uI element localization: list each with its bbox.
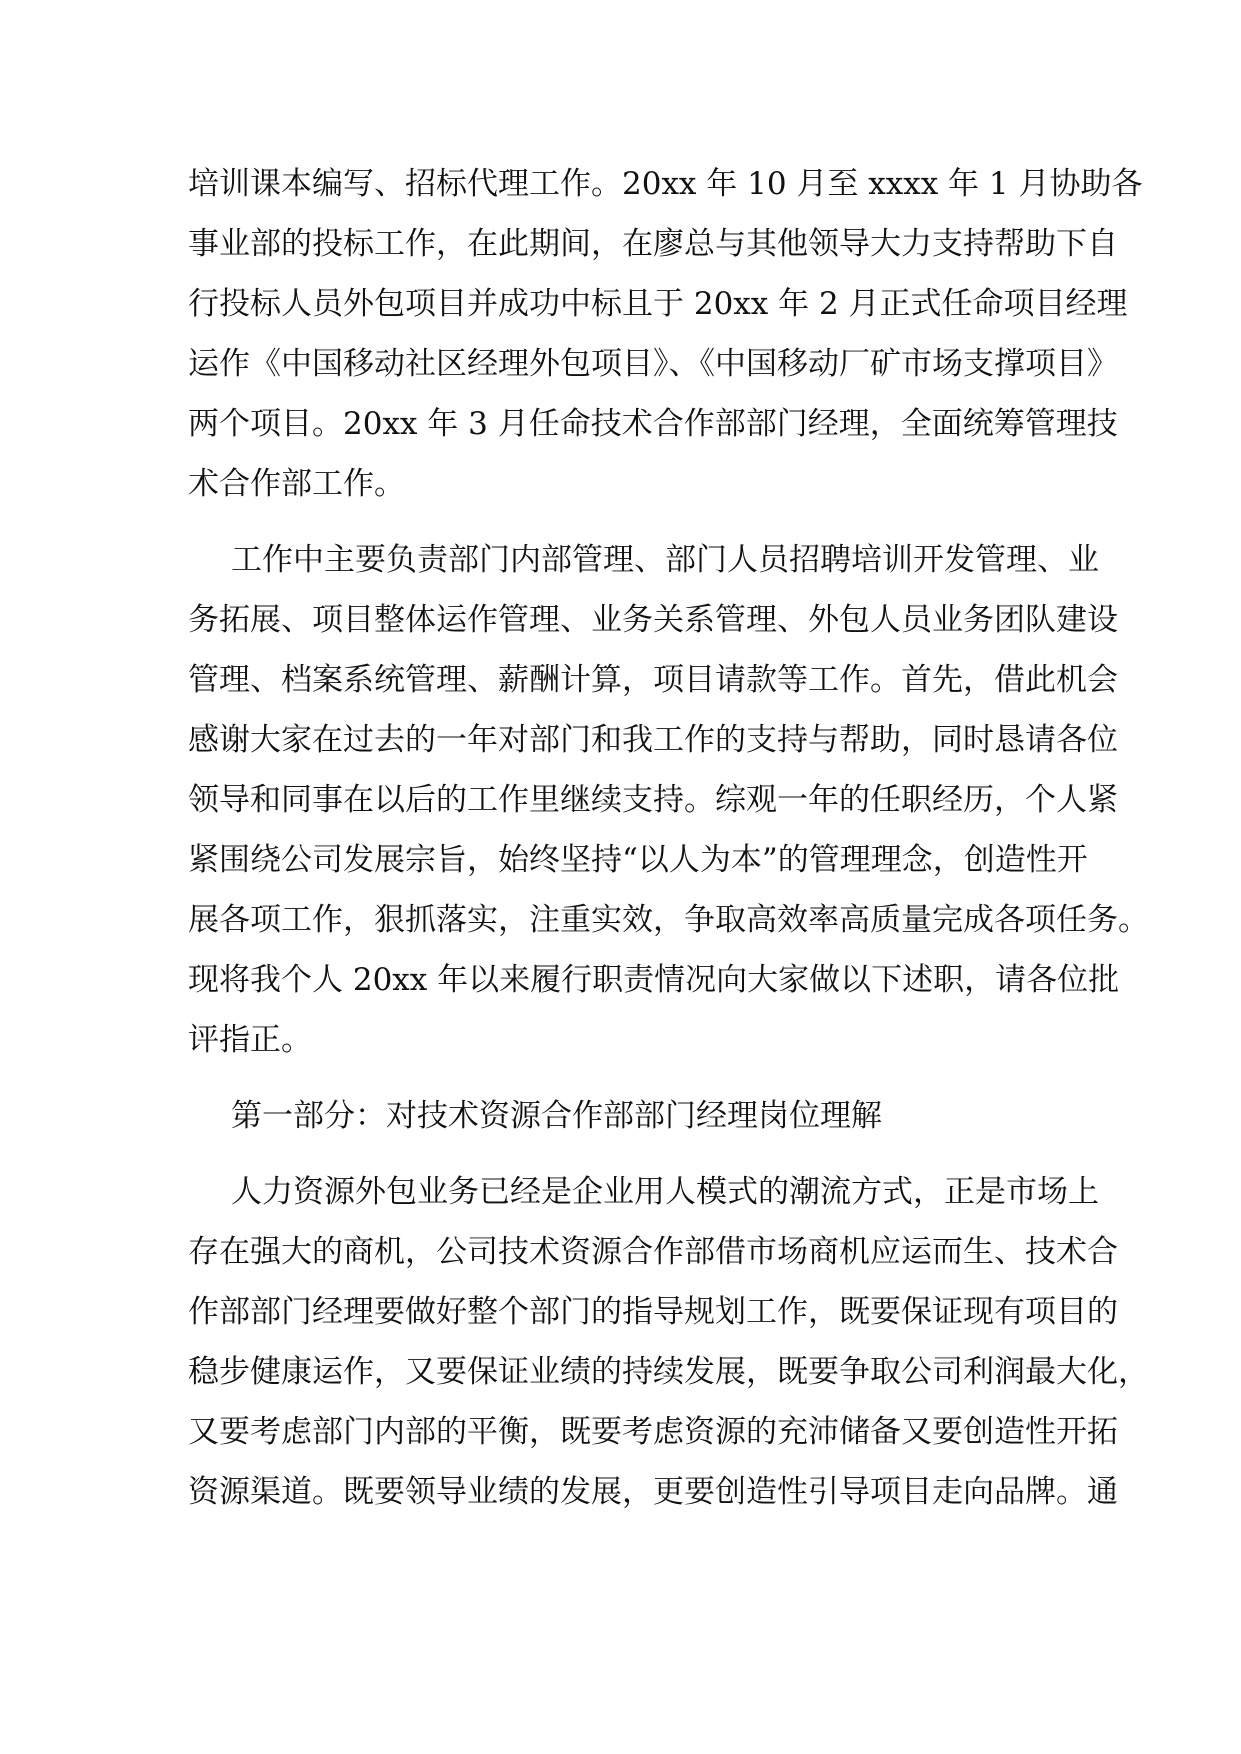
text-line: 人力资源外包业务已经是企业用人模式的潮流方式，正是市场上 <box>231 1174 1099 1210</box>
text-line: 评指正。 <box>188 1022 312 1058</box>
text-line: 稳步健康运作，又要保证业绩的持续发展，既要争取公司利润最大化， <box>188 1354 1149 1390</box>
text-line: 展各项工作，狠抓落实，注重实效，争取高效率高质量完成各项任务。 <box>188 902 1149 938</box>
paragraph-work-history <box>188 154 1143 514</box>
text-line: 领导和同事在以后的工作里继续支持。综观一年的任职经历，个人紧 <box>188 782 1118 818</box>
text-line: 行投标人员外包项目并成功中标且于 20xx 年 2 月正式任命项目经理 <box>188 286 1128 322</box>
section-heading-text: 第一部分：对技术资源合作部部门经理岗位理解 <box>231 1098 882 1134</box>
text-line: 资源渠道。既要领导业绩的发展，更要创造性引导项目走向品牌。通 <box>188 1474 1118 1510</box>
text-line: 两个项目。20xx 年 3 月任命技术合作部部门经理，全面统筹管理技 <box>188 406 1118 442</box>
paragraph-role-understanding <box>188 1162 1149 1522</box>
text-line: 紧围绕公司发展宗旨，始终坚持“以人为本”的管理理念，创造性开 <box>188 842 1088 878</box>
text-line: 运作《中国移动社区经理外包项目》、《中国移动厂矿市场支撑项目》 <box>188 346 1118 382</box>
text-line: 又要考虑部门内部的平衡，既要考虑资源的充沛储备又要创造性开拓 <box>188 1414 1118 1450</box>
text-line: 感谢大家在过去的一年对部门和我工作的支持与帮助，同时恳请各位 <box>188 722 1118 758</box>
text-line: 存在强大的商机，公司技术资源合作部借市场商机应运而生、技术合 <box>188 1234 1118 1270</box>
text-line: 现将我个人 20xx 年以来履行职责情况向大家做以下述职，请各位批 <box>188 962 1120 998</box>
text-line: 术合作部工作。 <box>188 466 405 502</box>
text-line: 事业部的投标工作，在此期间，在廖总与其他领导大力支持帮助下自 <box>188 226 1118 262</box>
text-line: 培训课本编写、招标代理工作。20xx 年 10 月至 xxxx 年 1 月协助各 <box>188 166 1143 202</box>
text-line: 务拓展、项目整体运作管理、业务关系管理、外包人员业务团队建设 <box>188 602 1118 638</box>
paragraph-responsibilities <box>188 530 1149 1070</box>
section-heading <box>188 1086 1050 1146</box>
text-line: 管理、档案系统管理、薪酬计算，项目请款等工作。首先，借此机会 <box>188 662 1118 698</box>
text-line: 工作中主要负责部门内部管理、部门人员招聘培训开发管理、业 <box>231 542 1099 578</box>
document-body <box>188 154 1149 1522</box>
text-line: 作部部门经理要做好整个部门的指导规划工作，既要保证现有项目的 <box>188 1294 1118 1330</box>
